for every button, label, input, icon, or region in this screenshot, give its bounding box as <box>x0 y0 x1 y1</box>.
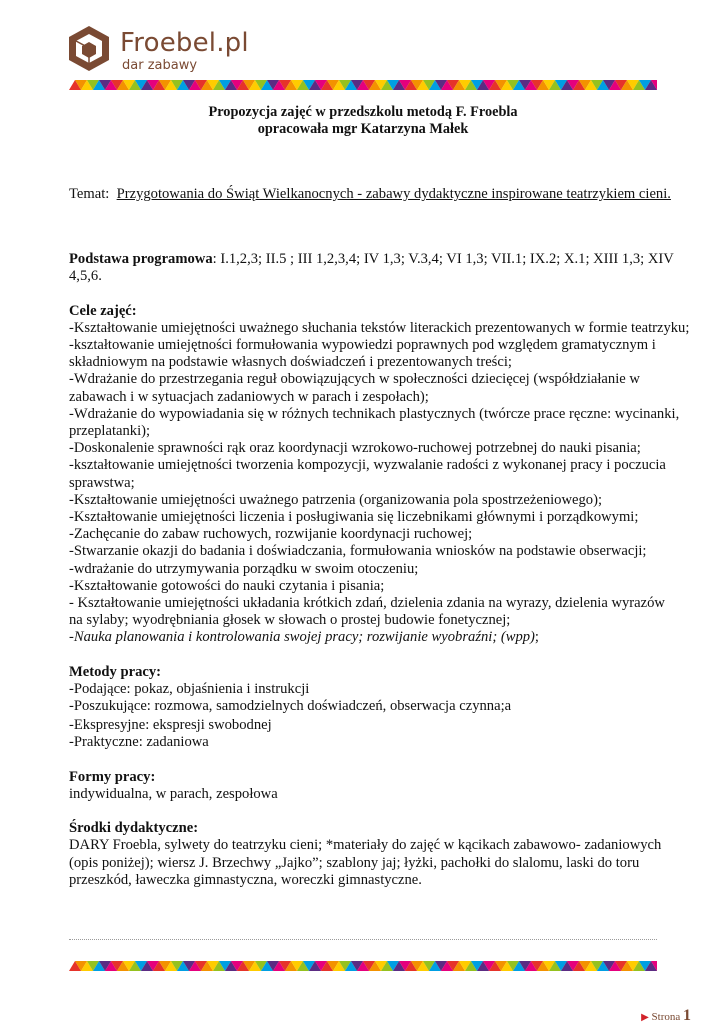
goal-line: -Kształtowanie umiejętności liczenia i posługiwania się liczebnikami głównymi i porządkowymi; <box>69 509 639 526</box>
curriculum-label: Podstawa programowa <box>69 251 213 268</box>
goal-line: -kształtowanie umiejętności tworzenia kompozycji, wyzwalanie radości z wykonanej pracy i poczucia <box>69 457 666 474</box>
aids-line: DARY Froebla, sylwety do teatrzyku cieni; *materiały do zajęć w kącikach zabawowo- zadaniowych <box>69 837 662 854</box>
goal-line: -Kształtowanie umiejętności uważnego słuchania tekstów literackich prezentowanych w formie teatrzyku; <box>69 319 690 336</box>
topic-line <box>69 186 689 203</box>
goal-line-italic: -Nauka planowania i kontrolowania swojej pracy; rozwijanie wyobraźni; (wpp) <box>69 629 535 646</box>
decorative-triangle-band-bottom <box>69 961 657 971</box>
document-header <box>69 104 657 138</box>
curriculum-basis <box>69 251 689 285</box>
methods-section <box>69 664 689 752</box>
goal-line: -Doskonalenie sprawności rąk oraz koordynacji wzrokowo-ruchowej potrzebnej do nauki pisania; <box>69 440 641 457</box>
goal-line: zabawach i w sytuacjach zadaniowych w parach i zespołach); <box>69 388 429 405</box>
aids-line: przeszkód, ławeczka gimnastyczna, woreczki gimnastyczne. <box>69 871 422 888</box>
page-label: Strona <box>651 1011 681 1023</box>
method-line: -Praktyczne: zadaniowa <box>69 734 209 751</box>
goal-line: na sylaby; wyodrębniania głosek w słowach o prostej budowie fonetycznej; <box>69 612 511 629</box>
goal-line: -Wdrażanie do przestrzegania reguł obowiązujących w społeczności dziecięcej (współdziałanie w <box>69 371 640 388</box>
method-line: -Ekspresyjne: ekspresji swobodnej <box>69 717 272 734</box>
goal-line: -Stwarzanie okazji do badania i doświadczania, formułowania wniosków na podstawie obserwacji; <box>69 543 647 560</box>
decorative-triangle-band-top <box>69 80 657 90</box>
goals-heading: Cele zajęć: <box>69 302 137 319</box>
goals-section <box>69 303 689 647</box>
goal-line: - Kształtowanie umiejętności układania krótkich zdań, dzielenia zdania na wyrazy, dzielenia wyrazów <box>69 595 665 612</box>
goal-line: składniowym na podstawie własnych doświadczeń i prezentowanych treści; <box>69 354 512 371</box>
page-number: 1 <box>683 1007 691 1024</box>
goal-line: -kształtowanie umiejętności formułowania wypowiedzi poprawnych pod względem gramatycznym i <box>69 337 656 354</box>
triangle-right-icon: ▶ <box>641 1012 649 1023</box>
document-title: Propozycja zajęć w przedszkolu metodą F. Froebla <box>208 104 518 120</box>
goal-line-tail: ; <box>534 629 539 646</box>
goal-line: sprawstwa; <box>69 474 135 491</box>
goal-line: -Kształtowanie umiejętności uważnego patrzenia (organizowania pola spostrzeżeniowego); <box>69 491 603 508</box>
goal-line: -wdrażanie do utrzymywania porządku w swoim otoczeniu; <box>69 560 419 577</box>
brand-tagline: dar zabawy <box>122 58 198 73</box>
methods-heading: Metody pracy: <box>69 663 161 680</box>
document-author: opracowała mgr Katarzyna Małek <box>257 121 469 137</box>
page-footer <box>641 1007 691 1025</box>
goal-line: -Zachęcanie do zabaw ruchowych, rozwijanie koordynacji ruchowej; <box>69 526 473 543</box>
goal-line: -Kształtowanie gotowości do nauki czytania i pisania; <box>69 577 385 594</box>
method-line: -Poszukujące: rozmowa, samodzielnych doświadczeń, obserwacja czynna;a <box>69 698 512 715</box>
brand-name: Froebel.pl <box>120 28 249 58</box>
topic-text: Przygotowania do Świąt Wielkanocnych - zabawy dydaktyczne inspirowane teatrzykiem cieni. <box>116 186 671 202</box>
topic-label: Temat: <box>69 186 110 202</box>
froebel-logo <box>66 24 266 80</box>
goal-line: -Wdrażanie do wypowiadania się w różnych technikach plastycznych (twórcze prace ręczne: wycinanki, <box>69 405 680 422</box>
forms-heading: Formy pracy: <box>69 768 156 785</box>
forms-section <box>69 769 689 803</box>
goal-line: przeplatanki); <box>69 423 151 440</box>
method-line: -Podające: pokaz, objaśnienia i instrukcji <box>69 680 310 697</box>
aids-section <box>69 820 689 889</box>
curriculum-codes: : I.1,2,3; II.5 ; III 1,2,3,4; IV 1,3; V.3,4; VI 1,3; VII.1; IX.2; X.1; XIII 1,3; XIV <box>212 251 674 268</box>
curriculum-codes-cont: 4,5,6. <box>69 268 102 285</box>
document-body <box>69 186 689 889</box>
footer-divider <box>69 939 657 940</box>
aids-line: (opis poniżej); wiersz J. Brzechwy „Jajko”; szablony jaj; łyżki, pachołki do slalomu, laski do toru <box>69 854 640 871</box>
cube-logo-icon <box>66 24 112 72</box>
forms-text: indywidualna, w parach, zespołowa <box>69 785 278 802</box>
aids-heading: Środki dydaktyczne: <box>69 820 199 837</box>
